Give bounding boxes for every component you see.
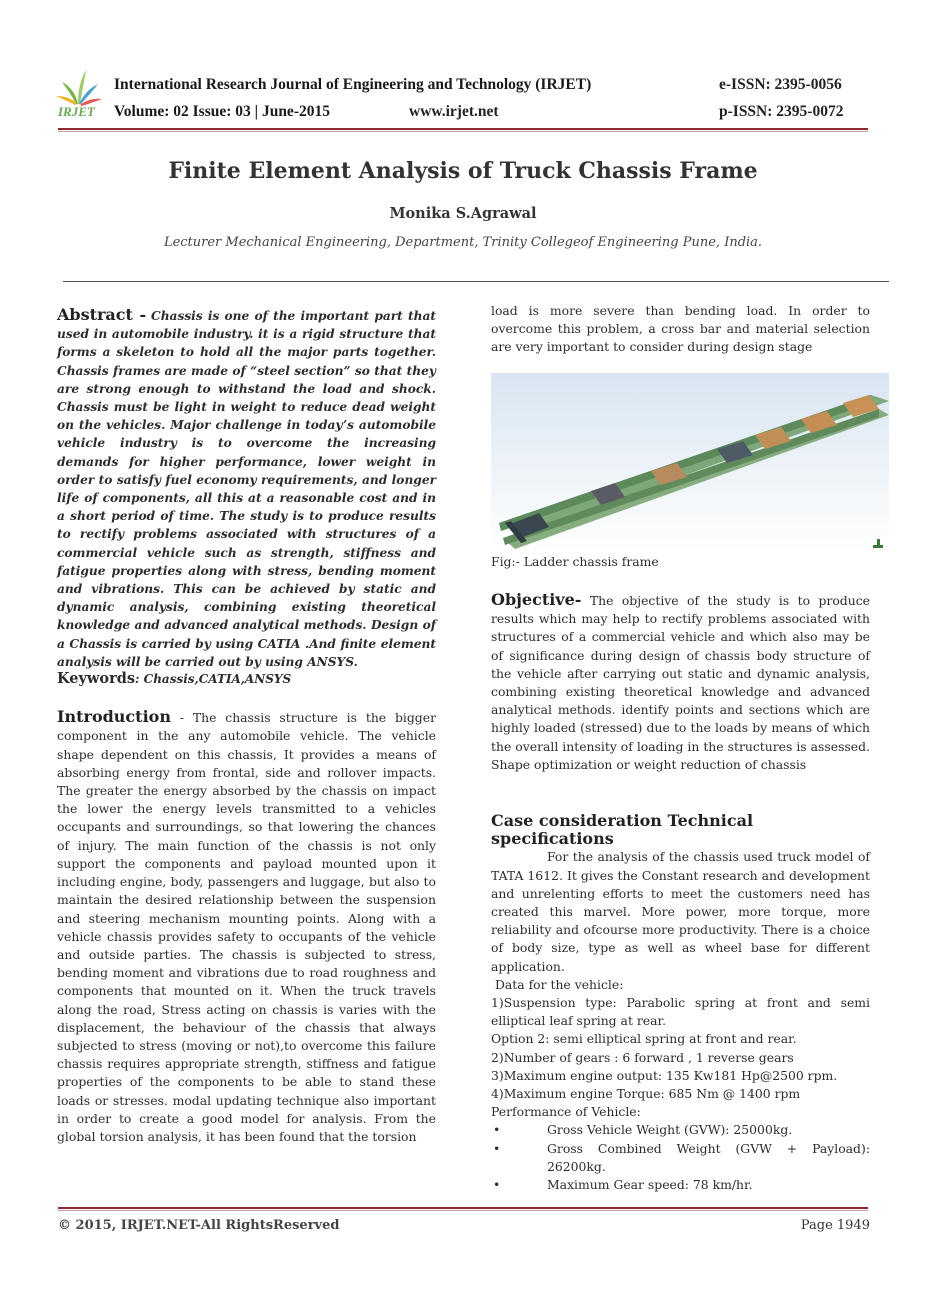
introduction-dash: - <box>170 710 193 726</box>
introduction-paragraph <box>57 708 436 1146</box>
list-item <box>491 1176 870 1194</box>
volume-issue: Volume: 02 Issue: 03 | June-2015 <box>114 103 330 120</box>
case-item: 2)Number of gears : 6 forward , 1 reverse gears <box>491 1049 794 1065</box>
keywords-line <box>57 670 436 688</box>
right-column <box>491 302 870 357</box>
chassis-figure <box>491 373 889 551</box>
case-intro: For the analysis of the chassis used truck model of TATA 1612. It gives the Constant research and development and unrelenting efforts to meet the customers need has created this marvel. More power, more torque, more reliability and ofcourse more productivity. There is a choice of body size, type as well as wheel base for different application. <box>491 849 870 974</box>
figure-caption: Fig:- Ladder chassis frame <box>491 554 659 569</box>
footer-page-number: Page 1949 <box>800 1218 870 1233</box>
case-data-label: Data for the vehicle: <box>491 976 624 992</box>
bullet-text: Gross Vehicle Weight (GVW): 25000kg. <box>547 1122 793 1138</box>
eissn: e-ISSN: 2395-0056 <box>719 76 842 93</box>
abstract-text: Chassis is one of the important part that used in automobile industry. it is a rigid structure that forms a skeleton to hold all the major parts together. Chassis frames are made of “steel section” so that they are strong enough to withstand the load and shock. Chassis must be light in weight to reduce dead weight on the vehicles. Major challenge in today’s automobile vehicle industry is to overcome the increasing demands for higher performance, lower weight in order to satisfy fuel economy requirements, and longer life of components, all this at a reasonable cost and in a short period of time. The study is to produce results to rectify problems associated with structures of a commercial vehicle such as strength, stiffness and fatigue properties along with stress, bending moment and vibrations. This can be achieved by static and dynamic analysis, combining existing theoretical knowledge and advanced analytical methods. Design of a Chassis is carried by using CATIA .And finite element analysis will be carried out by using ANSYS. <box>57 309 436 669</box>
bullet-icon: • <box>493 1177 501 1193</box>
keywords-label: Keywords <box>57 670 136 688</box>
abstract-heading: Abstract - <box>57 305 147 324</box>
introduction-text: The chassis structure is the bigger component in the any automobile vehicle. The vehicle shape dependent on this chassis, It provides a means of absorbing energy from frontal, side and rollover impacts. The greater the energy absorbed by the chassis on impact the lower the energy levels transmitted to a vehicles occupants and surroundings, so that lowering the chances of injury. The main function of the chassis is not only support the components and payload mounted upon it including engine, body, passengers and luggage, but also to maintain the desired relationship between the suspension and steering mechanism mounting points. Along with a vehicle chassis provides safety to occupants of the vehicle and outside parties. The chassis is subjected to stress, bending moment and vibrations due to road roughness and components that mounted on it. When the truck travels along the road, Stress acting on chassis is varies with the displacement, the behaviour of the chassis that always subjected to stress (moving or not),to overcome this failure chassis requires appropriate strength, stiffness and fatigue properties of the components to be able to stand these loads or stresses. modal updating technique also important in order to create a good model for analysis. From the global torsion analysis, it has been found that the torsion <box>57 710 436 1144</box>
case-item: 4)Maximum engine Torque: 685 Nm @ 1400 rpm <box>491 1086 801 1102</box>
list-item <box>491 1121 870 1139</box>
objective-block <box>491 591 870 774</box>
bullet-text: Maximum Gear speed: 78 km/hr. <box>547 1177 753 1193</box>
footer-copyright: © 2015, IRJET.NET-All RightsReserved <box>58 1218 340 1233</box>
case-item: Option 2: semi elliptical spring at front and rear. <box>491 1031 797 1047</box>
abstract-paragraph <box>57 306 436 671</box>
case-item: 1)Suspension type: Parabolic spring at front and semi elliptical leaf spring at rear. <box>491 995 870 1029</box>
case-heading: Case consideration Technical specifications <box>491 811 754 849</box>
footer-rule-thin <box>58 1210 868 1211</box>
case-item: Performance of Vehicle: <box>491 1104 641 1120</box>
pissn: p-ISSN: 2395-0072 <box>719 103 844 120</box>
website-link[interactable]: www.irjet.net <box>409 103 499 120</box>
case-item: 3)Maximum engine output: 135 Kw181 Hp@2500 rpm. <box>491 1067 838 1083</box>
performance-list <box>491 1121 870 1194</box>
author-affiliation: Lecturer Mechanical Engineering, Department, Trinity Collegeof Engineering Pune, India. <box>163 235 763 250</box>
title-divider <box>63 281 889 282</box>
case-block <box>491 812 870 1194</box>
header-rule <box>58 128 868 130</box>
bullet-icon: • <box>493 1122 501 1138</box>
left-column <box>57 306 436 1146</box>
header-rule-thin <box>58 131 868 132</box>
right-continued-text: load is more severe than bending load. In order to overcome this problem, a cross bar and material selection are very important to consider during design stage <box>491 303 870 355</box>
journal-logo <box>52 64 104 124</box>
objective-text: The objective of the study is to produce results which may help to rectify problems associated with structures of a commercial vehicle and which also may be of significance during design of chassis body structure of the vehicle after carrying out static and dynamic analysis, combining existing theoretical knowledge and advanced analytical methods. identify points and sections which are highly loaded (stressed) due to the loads by means of which the overall intensity of loading in the structures is assessed. Shape optimization or weight reduction of chassis <box>491 593 870 772</box>
author-name: Monika S.Agrawal <box>389 205 537 222</box>
bullet-text: Gross Combined Weight (GVW + Payload): 26200kg. <box>547 1140 870 1174</box>
list-item <box>491 1140 870 1176</box>
ladder-chassis-image <box>491 373 889 551</box>
paper-title: Finite Element Analysis of Truck Chassis Frame <box>168 158 758 184</box>
footer-rule <box>58 1207 868 1209</box>
figure-caption-block <box>491 553 870 571</box>
logo-text: IRJET <box>58 104 95 119</box>
keywords-value: : Chassis,CATIA,ANSYS <box>135 672 292 687</box>
bullet-icon: • <box>493 1140 501 1156</box>
introduction-heading: Introduction <box>57 707 171 727</box>
objective-paragraph <box>491 591 870 774</box>
journal-name: International Research Journal of Engineering and Technology (IRJET) <box>114 76 592 93</box>
objective-heading: Objective- <box>491 590 582 609</box>
